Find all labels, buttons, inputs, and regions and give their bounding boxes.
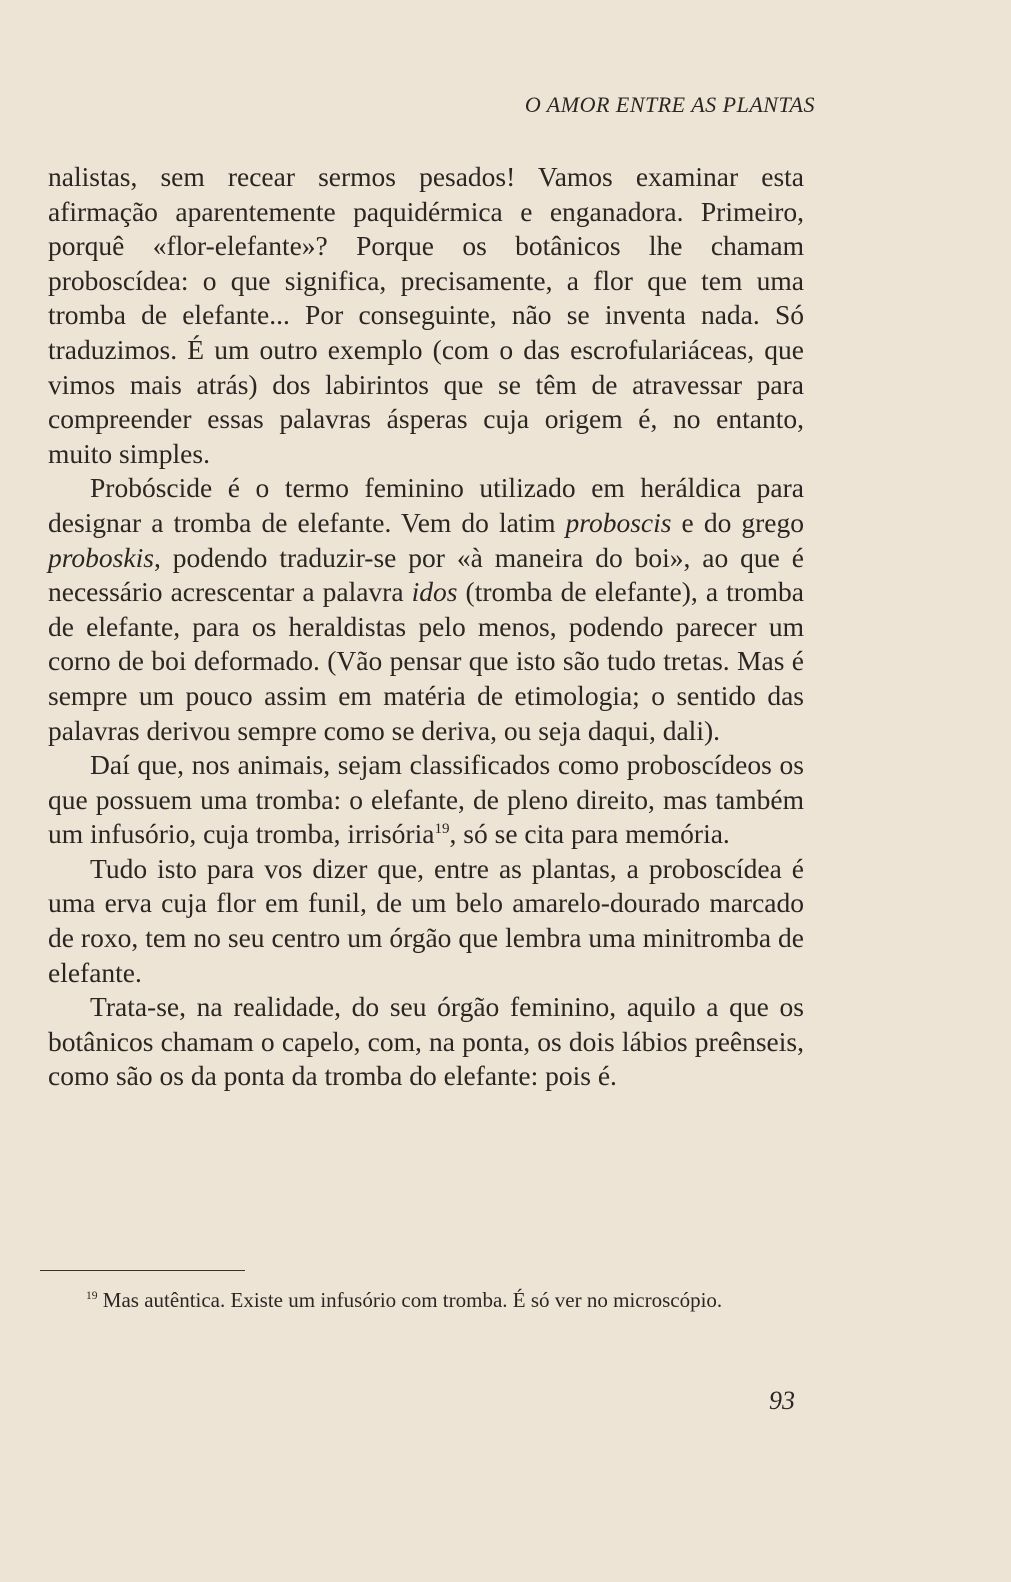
idos-term: idos (411, 576, 458, 608)
paragraph-2-text-d: (tromba de elefante), a tromba de elefante, para os heraldistas pelo menos, podendo parecer um corno de boi deformado. (Vão pensar que isto são tudo tretas. Mas é sempre um pouco assim em matéria de etimologia; o sentido das palavras derivou sempre como se deriva, ou seja daqui, dali). (48, 576, 804, 746)
footnote-number: 19 (86, 1290, 98, 1302)
footnote-reference[interactable]: 19 (434, 821, 450, 838)
footnote (40, 1286, 792, 1315)
paragraph-1: nalistas, sem recear sermos pesados! Vamos examinar esta afirmação aparentemente paquidérmica e enganadora. Primeiro, porquê «flor-elefante»? Porque os botânicos lhe chamam proboscídea: o que significa, precisamente, a flor que tem uma tromba de elefante... Por conseguinte, não se inventa nada. Só traduzimos. É um outro exemplo (com o das escrofulariáceas, que vimos mais atrás) dos labirintos que se têm de atravessar para compreender essas palavras ásperas cuja origem é, no entanto, muito simples. (48, 161, 804, 469)
footnote-text: Mas autêntica. Existe um infusório com tromba. É só ver no microscópio. (97, 1288, 723, 1312)
paragraph-2-text-a: Probóscide é o termo feminino utilizado em heráldica para designar a tromba de elefante. Vem do latim (48, 472, 804, 538)
body-text (48, 160, 804, 1094)
running-header: O AMOR ENTRE AS PLANTAS (524, 92, 815, 117)
paragraph-5: Trata-se, na realidade, do seu órgão feminino, aquilo a que os botânicos chamam o capelo, com, na ponta, os dois lábios preênseis, como são os da ponta da tromba do elefante: pois é. (48, 991, 804, 1092)
paragraph-3-text-a: Daí que, nos animais, sejam classificados como proboscídeos os que possuem uma tromba: o elefante, de pleno direito, mas também um infusório, cuja tromba, irrisória (48, 749, 804, 850)
paragraph-3 (48, 748, 804, 852)
latin-term: proboscis (565, 506, 672, 538)
paragraph-3-text-b: , só se cita para memória. (449, 818, 730, 850)
paragraph-4: Tudo isto para vos dizer que, entre as plantas, a proboscídea é uma erva cuja flor em funil, de um belo amarelo-dourado marcado de roxo, tem no seu centro um órgão que lembra uma minitromba de elefante. (48, 852, 804, 988)
footnote-divider (40, 1270, 245, 1271)
page-number: 93 (769, 1386, 795, 1415)
paragraph-2-text-c: , podendo traduzir-se por «à maneira do boi», ao que é necessário acrescentar a palavra (48, 541, 804, 608)
paragraph-2 (48, 471, 804, 748)
footnote-line (40, 1286, 792, 1315)
greek-term: proboskis (48, 541, 154, 573)
paragraph-2-text-b: e do grego (671, 506, 804, 538)
